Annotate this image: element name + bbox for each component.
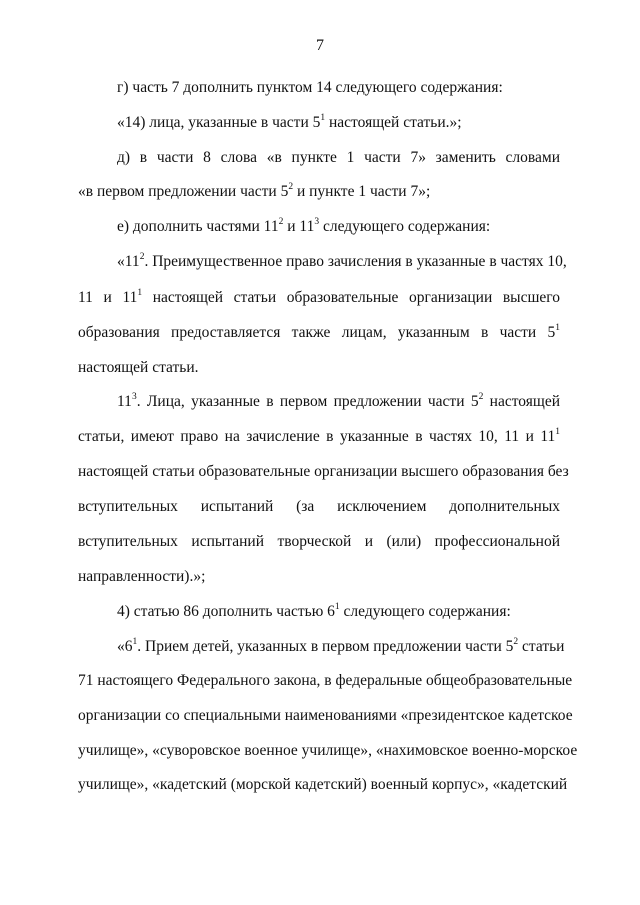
text-line: организации со специальными наименованиями «президентское кадетское bbox=[78, 707, 573, 724]
page-number: 7 bbox=[316, 37, 324, 54]
superscript: 2 bbox=[278, 216, 284, 227]
text-line: статьи, имеют право на зачисление в указанные в частях 10, 11 и $11^1$ bbox=[78, 426, 560, 445]
text-line bbox=[78, 181, 560, 200]
superscript: 1 bbox=[320, 112, 326, 123]
text-line: образования предоставляется также лицам, указанным в части $5^1$ bbox=[78, 322, 560, 341]
text-line bbox=[117, 112, 560, 131]
text-run: «14) лица, указанные в части 5 bbox=[117, 114, 321, 131]
text-line: настоящей статьи образовательные организации высшего образования без bbox=[78, 463, 569, 480]
text-run: «в первом предложении части 5 bbox=[78, 183, 289, 200]
superscript: 1 bbox=[132, 636, 138, 647]
superscript: 2 bbox=[478, 391, 484, 402]
text-run: и пункте 1 части 7»; bbox=[293, 183, 431, 200]
superscript: 2 bbox=[139, 251, 145, 262]
superscript: 3 bbox=[131, 391, 137, 402]
text-line bbox=[78, 569, 560, 584]
superscript: 1 bbox=[334, 601, 340, 612]
text-line: $11^3$. Лица, указанные в первом предложении части $5^2$ настоящей bbox=[117, 391, 560, 410]
text-run: и 11 bbox=[283, 218, 315, 235]
text-line bbox=[78, 360, 560, 375]
superscript: 2 bbox=[513, 636, 519, 647]
superscript: 2 bbox=[288, 181, 294, 192]
text-run: следующего содержания: bbox=[319, 218, 491, 235]
text-run: направленности).»; bbox=[78, 568, 206, 585]
text-run: е) дополнить частями 11 bbox=[117, 218, 279, 235]
text-line: 11 и $11^1$ настоящей статьи образовательные организации высшего bbox=[78, 287, 560, 306]
text-run: г) часть 7 дополнить пунктом 14 следующего содержания: bbox=[117, 79, 503, 96]
text-line bbox=[117, 601, 560, 620]
superscript: 3 bbox=[314, 216, 320, 227]
text-run: настоящей статьи. bbox=[78, 359, 199, 376]
text-run: настоящей статьи.»; bbox=[325, 114, 462, 131]
text-line: вступительных испытаний творческой и (или) профессиональной bbox=[78, 533, 560, 550]
text-line: «$11^2$. Преимущественное право зачисления в указанные в частях 10, bbox=[117, 251, 567, 270]
superscript: 1 bbox=[555, 322, 560, 333]
text-run: 4) статью 86 дополнить частью 6 bbox=[117, 603, 335, 620]
text-line bbox=[117, 216, 560, 235]
text-line: 71 настоящего Федерального закона, в федеральные общеобразовательные bbox=[78, 672, 573, 689]
text-line: «$6^1$. Прием детей, указанных в первом предложении части $5^2$ статьи bbox=[117, 636, 565, 655]
superscript: 1 bbox=[137, 287, 143, 298]
superscript: 1 bbox=[555, 426, 560, 437]
text-line: вступительных испытаний (за исключением дополнительных bbox=[78, 498, 560, 515]
text-line: училище», «суворовское военное училище», «нахимовское военно-морское bbox=[78, 742, 578, 759]
text-line: д) в части 8 слова «в пункте 1 части 7» заменить словами bbox=[117, 149, 560, 166]
text-line bbox=[117, 80, 560, 95]
text-line: училище», «кадетский (морской кадетский) военный корпус», «кадетский bbox=[78, 776, 568, 793]
text-run: следующего содержания: bbox=[339, 603, 511, 620]
